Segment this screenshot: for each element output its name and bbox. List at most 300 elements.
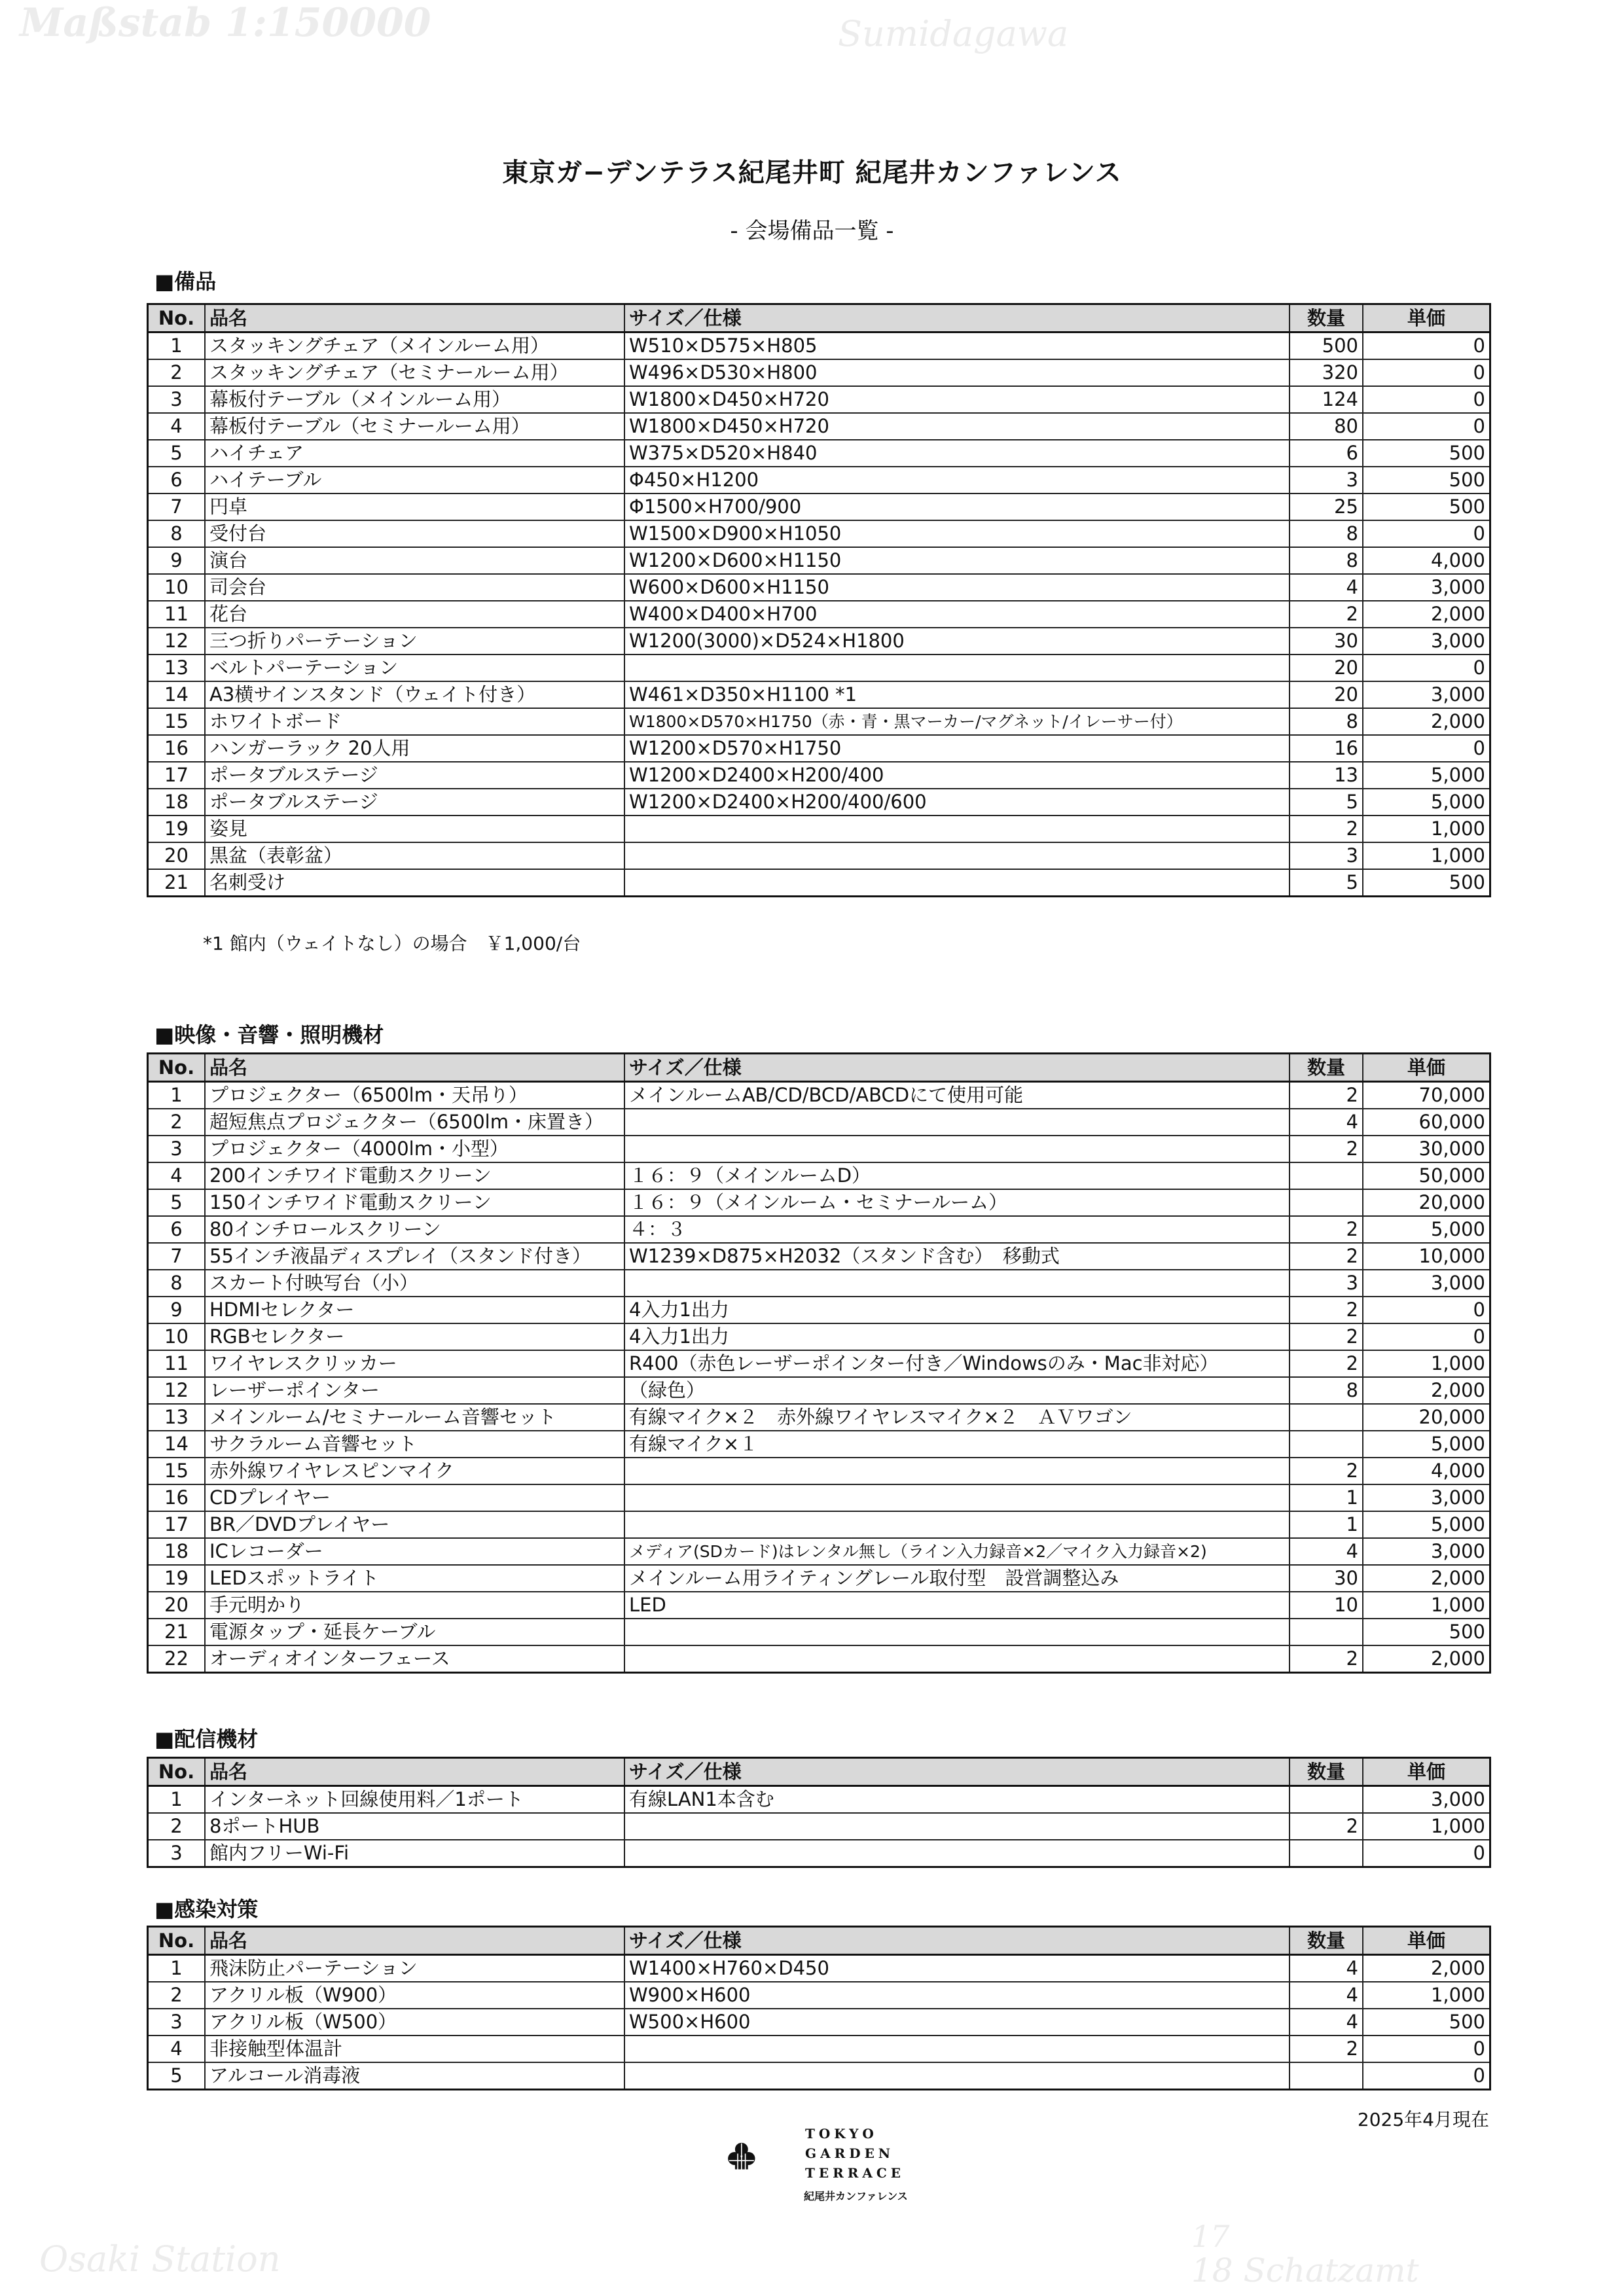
cell-no: 7	[148, 1243, 206, 1270]
cell-name: 55インチ液晶ディスプレイ（スタンド付き）	[205, 1243, 624, 1270]
cell-price: 3,000	[1363, 1538, 1490, 1565]
cell-spec	[624, 1813, 1290, 1840]
table-row	[148, 2036, 1490, 2062]
cell-name: 赤外線ワイヤレスピンマイク	[205, 1458, 624, 1484]
cell-name: 円卓	[205, 493, 624, 520]
cell-qty: 124	[1290, 386, 1363, 413]
cell-price: 500	[1363, 493, 1490, 520]
cell-price: 70,000	[1363, 1082, 1490, 1109]
cell-spec	[624, 1458, 1290, 1484]
cell-name: アクリル板（W500）	[205, 2009, 624, 2036]
cell-qty	[1290, 2062, 1363, 2090]
column-header-name: 品名	[205, 1927, 624, 1955]
cell-name: プロジェクター（6500lm・天吊り）	[205, 1082, 624, 1109]
cell-spec	[624, 1109, 1290, 1136]
section-title-av-equipment: ■映像・音響・照明機材	[154, 1022, 384, 1047]
cell-no: 9	[148, 1297, 206, 1323]
cell-name: インターネット回線使用料／1ポート	[205, 1786, 624, 1814]
cell-price: 20,000	[1363, 1189, 1490, 1216]
logo-text-line: GARDEN	[805, 2145, 895, 2161]
cell-spec	[624, 842, 1290, 869]
cell-qty: 2	[1290, 1082, 1363, 1109]
cell-spec	[624, 2062, 1290, 2090]
cell-no: 2	[148, 359, 206, 386]
cell-no: 14	[148, 681, 206, 708]
cell-price: 500	[1363, 467, 1490, 493]
table-row	[148, 789, 1490, 816]
cell-price: 4,000	[1363, 547, 1490, 574]
cell-price: 0	[1363, 2036, 1490, 2062]
column-header-spec: サイズ／仕様	[624, 1927, 1290, 1955]
cell-no: 4	[148, 413, 206, 440]
cell-qty: 80	[1290, 413, 1363, 440]
cell-qty: 8	[1290, 547, 1363, 574]
cell-price: 0	[1363, 413, 1490, 440]
table-header-row	[148, 304, 1490, 332]
table-row	[148, 1109, 1490, 1136]
cell-name: 手元明かり	[205, 1592, 624, 1619]
cell-qty: 16	[1290, 735, 1363, 762]
cell-no: 19	[148, 1565, 206, 1592]
cell-qty: 30	[1290, 628, 1363, 655]
cell-spec: １６：９（メインルーム・セミナールーム）	[624, 1189, 1290, 1216]
cell-qty: 2	[1290, 2036, 1363, 2062]
cell-name: 花台	[205, 601, 624, 628]
cell-no: 2	[148, 1982, 206, 2009]
section-title-infection-control: ■感染対策	[154, 1897, 259, 1922]
cell-spec: メディア(SDカード)はレンタル無し（ライン入力録音×2／マイク入力録音×2)	[624, 1538, 1290, 1565]
column-header-spec: サイズ／仕様	[624, 1054, 1290, 1082]
table-row	[148, 601, 1490, 628]
cell-name: 80インチロールスクリーン	[205, 1216, 624, 1243]
table-row	[148, 520, 1490, 547]
cell-spec: W900×H600	[624, 1982, 1290, 2009]
cell-spec: メインルーム用ライティングレール取付型 設営調整込み	[624, 1565, 1290, 1592]
table-row	[148, 708, 1490, 735]
cell-name: スタッキングチェア（メインルーム用）	[205, 332, 624, 360]
logo-text-line: TERRACE	[805, 2165, 905, 2181]
cell-spec: ４：３	[624, 1216, 1290, 1243]
cell-no: 1	[148, 1786, 206, 1814]
column-header-qty: 数量	[1290, 304, 1363, 332]
infection-control-table	[147, 1926, 1491, 2090]
background-map-label: Sumidagawa	[838, 13, 1069, 54]
cell-no: 13	[148, 655, 206, 681]
cell-price: 3,000	[1363, 681, 1490, 708]
cell-price: 1,000	[1363, 1350, 1490, 1377]
logo-text-line: TOKYO	[805, 2126, 878, 2142]
table-row	[148, 1189, 1490, 1216]
column-header-spec: サイズ／仕様	[624, 304, 1290, 332]
cell-price: 0	[1363, 359, 1490, 386]
cell-spec	[624, 869, 1290, 897]
cell-qty: 30	[1290, 1565, 1363, 1592]
cell-name: ホワイトボード	[205, 708, 624, 735]
cell-price: 500	[1363, 440, 1490, 467]
cell-qty: 3	[1290, 1270, 1363, 1297]
cell-name: 受付台	[205, 520, 624, 547]
cell-qty: 2	[1290, 1645, 1363, 1673]
cell-qty: 2	[1290, 1458, 1363, 1484]
cell-name: レーザーポインター	[205, 1377, 624, 1404]
cell-qty: 320	[1290, 359, 1363, 386]
cell-name: 名刺受け	[205, 869, 624, 897]
background-map-label: 17	[1191, 2219, 1230, 2254]
cell-price: 4,000	[1363, 1458, 1490, 1484]
cell-no: 8	[148, 520, 206, 547]
table-row	[148, 1813, 1490, 1840]
cell-price: 0	[1363, 386, 1490, 413]
table-row	[148, 493, 1490, 520]
cell-no: 1	[148, 1955, 206, 1982]
cell-qty: 5	[1290, 789, 1363, 816]
logo-subtitle: 紀尾井カンファレンス	[804, 2190, 908, 2202]
cell-name: 飛沫防止パーテーション	[205, 1955, 624, 1982]
cell-price: 0	[1363, 1840, 1490, 1867]
cell-spec: W1500×D900×H1050	[624, 520, 1290, 547]
cell-name: 電源タップ・延長ケーブル	[205, 1619, 624, 1645]
cell-spec: メインルームAB/CD/BCD/ABCDにて使用可能	[624, 1082, 1290, 1109]
cell-spec: Φ1500×H700/900	[624, 493, 1290, 520]
table-row	[148, 1484, 1490, 1511]
cell-price: 1,000	[1363, 842, 1490, 869]
cell-name: ベルトパーテーション	[205, 655, 624, 681]
cell-no: 11	[148, 601, 206, 628]
cell-no: 1	[148, 332, 206, 360]
table-row	[148, 842, 1490, 869]
column-header-price: 単価	[1363, 1758, 1490, 1786]
table-row	[148, 735, 1490, 762]
cell-no: 11	[148, 1350, 206, 1377]
table-row	[148, 1162, 1490, 1189]
table-row	[148, 467, 1490, 493]
table-row	[148, 359, 1490, 386]
cell-qty	[1290, 1431, 1363, 1458]
table-row	[148, 1511, 1490, 1538]
cell-no: 3	[148, 1136, 206, 1162]
cell-spec: W600×D600×H1150	[624, 574, 1290, 601]
cell-no: 18	[148, 1538, 206, 1565]
cell-no: 7	[148, 493, 206, 520]
cell-qty: 4	[1290, 2009, 1363, 2036]
cell-qty: 4	[1290, 1955, 1363, 1982]
cell-name: 司会台	[205, 574, 624, 601]
cell-spec: 有線マイク×１	[624, 1431, 1290, 1458]
cell-qty: 20	[1290, 681, 1363, 708]
cell-no: 2	[148, 1109, 206, 1136]
cell-price: 2,000	[1363, 1565, 1490, 1592]
column-header-spec: サイズ／仕様	[624, 1758, 1290, 1786]
table-row	[148, 2009, 1490, 2036]
cell-no: 5	[148, 1189, 206, 1216]
table-row	[148, 1786, 1490, 1814]
cell-qty: 2	[1290, 1136, 1363, 1162]
cell-price: 1,000	[1363, 1813, 1490, 1840]
cell-spec	[624, 2036, 1290, 2062]
cell-name: 幕板付テーブル（セミナールーム用）	[205, 413, 624, 440]
cell-no: 22	[148, 1645, 206, 1673]
column-header-qty: 数量	[1290, 1054, 1363, 1082]
cell-spec: W1200×D570×H1750	[624, 735, 1290, 762]
table-row	[148, 1243, 1490, 1270]
cell-name: ポータブルステージ	[205, 762, 624, 789]
cell-price: 5,000	[1363, 1431, 1490, 1458]
cell-qty: 2	[1290, 601, 1363, 628]
page-subtitle: - 会場備品一覧 -	[730, 218, 894, 244]
cell-price: 50,000	[1363, 1162, 1490, 1189]
column-header-no: No.	[148, 1758, 206, 1786]
cell-qty: 4	[1290, 574, 1363, 601]
column-header-qty: 数量	[1290, 1758, 1363, 1786]
cell-qty: 1	[1290, 1484, 1363, 1511]
cell-name: 超短焦点プロジェクター（6500lm・床置き）	[205, 1109, 624, 1136]
cell-no: 16	[148, 1484, 206, 1511]
cell-qty	[1290, 1404, 1363, 1431]
table-row	[148, 681, 1490, 708]
equipment-table	[147, 303, 1491, 897]
cell-qty: 2	[1290, 1323, 1363, 1350]
cell-spec	[624, 1619, 1290, 1645]
column-header-no: No.	[148, 1054, 206, 1082]
cell-spec: W1200(3000)×D524×H1800	[624, 628, 1290, 655]
cell-name: 館内フリーWi-Fi	[205, 1840, 624, 1867]
table-row	[148, 1297, 1490, 1323]
cell-price: 0	[1363, 332, 1490, 360]
cell-qty: 2	[1290, 1216, 1363, 1243]
cell-no: 10	[148, 574, 206, 601]
cell-price: 0	[1363, 735, 1490, 762]
table-row	[148, 762, 1490, 789]
cell-no: 10	[148, 1323, 206, 1350]
table-header-row	[148, 1927, 1490, 1955]
cell-name: サクラルーム音響セット	[205, 1431, 624, 1458]
cell-price: 60,000	[1363, 1109, 1490, 1136]
table-row	[148, 332, 1490, 360]
cell-name: 8ポートHUB	[205, 1813, 624, 1840]
cell-price: 10,000	[1363, 1243, 1490, 1270]
cell-qty: 4	[1290, 1109, 1363, 1136]
cell-name: オーディオインターフェース	[205, 1645, 624, 1673]
column-header-no: No.	[148, 304, 206, 332]
cell-no: 12	[148, 1377, 206, 1404]
cell-qty: 2	[1290, 1350, 1363, 1377]
cell-no: 13	[148, 1404, 206, 1431]
cell-price: 3,000	[1363, 628, 1490, 655]
as-of-date: 2025年4月現在	[1357, 2109, 1489, 2130]
cell-qty: 8	[1290, 708, 1363, 735]
cell-name: BR／DVDプレイヤー	[205, 1511, 624, 1538]
cell-qty: 25	[1290, 493, 1363, 520]
cell-price: 0	[1363, 1323, 1490, 1350]
cell-spec	[624, 816, 1290, 842]
cell-spec: W1800×D450×H720	[624, 386, 1290, 413]
cell-price: 0	[1363, 655, 1490, 681]
column-header-price: 単価	[1363, 304, 1490, 332]
cell-name: LEDスポットライト	[205, 1565, 624, 1592]
cell-no: 18	[148, 789, 206, 816]
cell-price: 3,000	[1363, 1270, 1490, 1297]
cell-no: 21	[148, 1619, 206, 1645]
background-map-label: 18 Schatzamt	[1191, 2251, 1419, 2289]
cell-spec: W375×D520×H840	[624, 440, 1290, 467]
cell-qty: 13	[1290, 762, 1363, 789]
cell-price: 1,000	[1363, 1982, 1490, 2009]
cell-price: 1,000	[1363, 1592, 1490, 1619]
cell-name: ポータブルステージ	[205, 789, 624, 816]
cell-no: 17	[148, 1511, 206, 1538]
cell-no: 3	[148, 1840, 206, 1867]
cell-price: 5,000	[1363, 789, 1490, 816]
cell-name: 三つ折りパーテーション	[205, 628, 624, 655]
cell-price: 5,000	[1363, 1511, 1490, 1538]
cell-name: 演台	[205, 547, 624, 574]
section-title-streaming-equipment: ■配信機材	[154, 1727, 259, 1751]
cell-no: 12	[148, 628, 206, 655]
cell-spec	[624, 1840, 1290, 1867]
cell-name: 非接触型体温計	[205, 2036, 624, 2062]
cell-no: 8	[148, 1270, 206, 1297]
cell-no: 15	[148, 708, 206, 735]
cell-qty	[1290, 1619, 1363, 1645]
cell-no: 15	[148, 1458, 206, 1484]
footnote: *1 館内（ウェイトなし）の場合 ￥1,000/台	[203, 933, 581, 954]
table-row	[148, 1136, 1490, 1162]
cell-no: 5	[148, 440, 206, 467]
tokyo-garden-terrace-logo	[725, 2124, 804, 2189]
cell-name: メインルーム/セミナールーム音響セット	[205, 1404, 624, 1431]
cell-no: 5	[148, 2062, 206, 2090]
table-header-row	[148, 1758, 1490, 1786]
table-row	[148, 816, 1490, 842]
cell-qty: 2	[1290, 1813, 1363, 1840]
cell-qty: 10	[1290, 1592, 1363, 1619]
cell-qty: 500	[1290, 332, 1363, 360]
cell-name: ワイヤレスクリッカー	[205, 1350, 624, 1377]
cell-no: 4	[148, 1162, 206, 1189]
cell-spec	[624, 1484, 1290, 1511]
cell-qty: 4	[1290, 1982, 1363, 2009]
cell-no: 3	[148, 2009, 206, 2036]
cell-price: 5,000	[1363, 762, 1490, 789]
column-header-name: 品名	[205, 1054, 624, 1082]
table-row	[148, 1082, 1490, 1109]
cell-spec	[624, 1136, 1290, 1162]
cell-name: A3横サインスタンド（ウェイト付き）	[205, 681, 624, 708]
table-row	[148, 1270, 1490, 1297]
cell-price: 3,000	[1363, 1786, 1490, 1814]
cell-price: 1,000	[1363, 816, 1490, 842]
cell-price: 2,000	[1363, 1955, 1490, 1982]
cell-qty: 8	[1290, 1377, 1363, 1404]
cell-spec	[624, 655, 1290, 681]
table-row	[148, 1323, 1490, 1350]
cell-price: 5,000	[1363, 1216, 1490, 1243]
cell-spec: W1200×D2400×H200/400/600	[624, 789, 1290, 816]
cell-name: プロジェクター（4000lm・小型）	[205, 1136, 624, 1162]
cell-no: 2	[148, 1813, 206, 1840]
cell-spec	[624, 1511, 1290, 1538]
table-row	[148, 1216, 1490, 1243]
cell-qty: 2	[1290, 1243, 1363, 1270]
column-header-name: 品名	[205, 304, 624, 332]
cell-qty: 4	[1290, 1538, 1363, 1565]
table-row	[148, 1404, 1490, 1431]
table-row	[148, 413, 1490, 440]
cell-qty: 3	[1290, 842, 1363, 869]
cell-no: 20	[148, 842, 206, 869]
cell-name: HDMIセレクター	[205, 1297, 624, 1323]
cell-no: 6	[148, 1216, 206, 1243]
table-row	[148, 1840, 1490, 1867]
column-header-price: 単価	[1363, 1927, 1490, 1955]
table-row	[148, 386, 1490, 413]
table-row	[148, 869, 1490, 897]
cell-name: ICレコーダー	[205, 1538, 624, 1565]
cell-qty: 2	[1290, 816, 1363, 842]
cell-no: 3	[148, 386, 206, 413]
cell-name: ハイテーブル	[205, 467, 624, 493]
cell-price: 500	[1363, 869, 1490, 897]
cell-price: 2,000	[1363, 601, 1490, 628]
cell-price: 500	[1363, 1619, 1490, 1645]
cell-qty: 1	[1290, 1511, 1363, 1538]
cell-name: CDプレイヤー	[205, 1484, 624, 1511]
table-header-row	[148, 1054, 1490, 1082]
cell-spec: W400×D400×H700	[624, 601, 1290, 628]
cell-spec: LED	[624, 1592, 1290, 1619]
page-title: 東京ガ−デンテラス紀尾井町 紀尾井カンファレンス	[502, 158, 1122, 188]
cell-qty: 20	[1290, 655, 1363, 681]
cell-price: 500	[1363, 2009, 1490, 2036]
cell-spec	[624, 1645, 1290, 1673]
table-row	[148, 440, 1490, 467]
streaming-equipment-table	[147, 1757, 1491, 1868]
cell-name: アクリル板（W900）	[205, 1982, 624, 2009]
table-row	[148, 1955, 1490, 1982]
cell-name: RGBセレクター	[205, 1323, 624, 1350]
table-row	[148, 655, 1490, 681]
cell-qty: 6	[1290, 440, 1363, 467]
cell-no: 9	[148, 547, 206, 574]
cell-no: 14	[148, 1431, 206, 1458]
cell-price: 0	[1363, 2062, 1490, 2090]
cell-name: 150インチワイド電動スクリーン	[205, 1189, 624, 1216]
cell-spec: W1400×H760×D450	[624, 1955, 1290, 1982]
cell-spec: 4入力1出力	[624, 1323, 1290, 1350]
cell-price: 2,000	[1363, 708, 1490, 735]
column-header-name: 品名	[205, 1758, 624, 1786]
cell-price: 2,000	[1363, 1645, 1490, 1673]
cell-qty: 2	[1290, 1297, 1363, 1323]
table-row	[148, 1431, 1490, 1458]
cell-spec: W1800×D570×H1750（赤・青・黒マーカー/マグネット/イレーサー付）	[624, 708, 1290, 735]
cell-name: スタッキングチェア（セミナールーム用）	[205, 359, 624, 386]
column-header-qty: 数量	[1290, 1927, 1363, 1955]
table-row	[148, 2062, 1490, 2090]
cell-no: 20	[148, 1592, 206, 1619]
cell-spec: 有線LAN1本含む	[624, 1786, 1290, 1814]
cell-spec: R400（赤色レーザーポインター付き／Windowsのみ・Mac非対応）	[624, 1350, 1290, 1377]
cell-qty: 5	[1290, 869, 1363, 897]
cell-name: スカート付映写台（小）	[205, 1270, 624, 1297]
table-row	[148, 1592, 1490, 1619]
cell-no: 16	[148, 735, 206, 762]
table-row	[148, 547, 1490, 574]
cell-spec: W461×D350×H1100 *1	[624, 681, 1290, 708]
cell-spec: W1200×D600×H1150	[624, 547, 1290, 574]
table-row	[148, 1645, 1490, 1673]
cell-no: 19	[148, 816, 206, 842]
